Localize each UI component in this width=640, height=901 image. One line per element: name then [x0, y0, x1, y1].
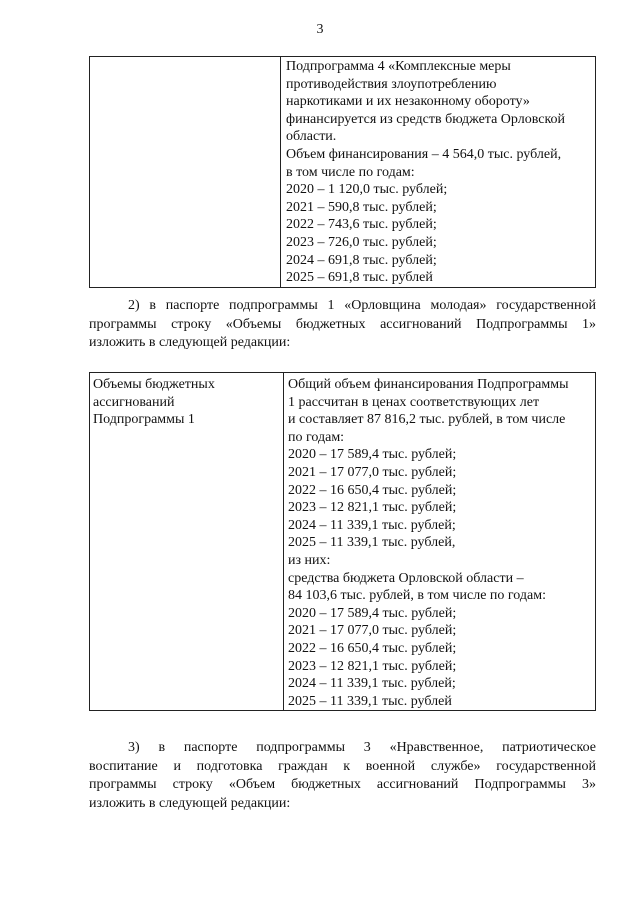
paragraph-2: [89, 297, 596, 353]
table1-right-cell: [281, 57, 596, 288]
text-line: противодействия злоупотреблению: [286, 76, 497, 92]
text-line: в том числе по годам:: [286, 164, 415, 180]
text-line: 2024 – 11 339,1 тыс. рублей;: [288, 676, 456, 692]
text-line: Подпрограмма 4 «Комплексные меры: [286, 59, 511, 74]
paragraph-3: [89, 739, 596, 813]
table2-right-cell: [284, 373, 596, 711]
text-line: 2021 – 17 077,0 тыс. рублей;: [288, 623, 457, 639]
text-line: 2021 – 590,8 тыс. рублей;: [286, 199, 437, 215]
text-line: средства бюджета Орловской области –: [288, 570, 524, 586]
text-line: области.: [286, 129, 337, 145]
text-line: 2022 – 16 650,4 тыс. рублей;: [288, 482, 457, 498]
text-line: и составляет 87 816,2 тыс. рублей, в том числе: [288, 412, 566, 428]
text-line: Объемы бюджетных: [93, 377, 215, 392]
text-line: Подпрограммы 1: [93, 412, 195, 428]
text-line: 84 103,6 тыс. рублей, в том числе по годам:: [288, 588, 546, 604]
table-subprogram-4-funding: [89, 56, 596, 288]
text-line: 2023 – 12 821,1 тыс. рублей;: [288, 658, 457, 674]
text-line: 2024 – 11 339,1 тыс. рублей;: [288, 517, 456, 533]
text-line: ассигнований: [93, 394, 175, 410]
text-line: 2025 – 11 339,1 тыс. рублей: [288, 693, 452, 709]
table1-left-cell: [90, 57, 281, 288]
text-line: из них:: [288, 552, 331, 568]
paragraph-line: 2) в паспорте подпрограммы 1 «Орловщина молодая» государственной: [128, 298, 596, 313]
text-line: 2020 – 17 589,4 тыс. рублей;: [288, 605, 457, 621]
paragraph-line: 3) в паспорте подпрограммы 3 «Нравственное, патриотическое: [128, 740, 596, 755]
text-line: 2020 – 1 120,0 тыс. рублей;: [286, 182, 448, 198]
table-subprogram-1-funding: [89, 372, 596, 711]
text-line: 2022 – 16 650,4 тыс. рублей;: [288, 640, 457, 656]
paragraph-line: воспитание и подготовка граждан к военной службе» государственной: [89, 758, 596, 774]
table2-left-cell: [90, 373, 284, 711]
text-line: 2023 – 726,0 тыс. рублей;: [286, 234, 437, 250]
paragraph-line: программы строку «Объем бюджетных ассигнований Подпрограммы 3»: [89, 777, 596, 792]
text-line: 2025 – 691,8 тыс. рублей: [286, 270, 433, 286]
text-line: финансируется из средств бюджета Орловской: [286, 111, 566, 127]
text-line: Объем финансирования – 4 564,0 тыс. рублей,: [286, 146, 562, 162]
paragraph-line: изложить в следующей редакции:: [89, 795, 291, 811]
text-line: 2020 – 17 589,4 тыс. рублей;: [288, 447, 457, 463]
text-line: 1 рассчитан в ценах соответствующих лет: [288, 394, 540, 410]
text-line: наркотиками и их незаконному обороту»: [286, 94, 530, 110]
page-number: 3: [316, 22, 324, 37]
text-line: по годам:: [288, 429, 345, 445]
text-line: 2025 – 11 339,1 тыс. рублей,: [288, 535, 456, 551]
text-line: Общий объем финансирования Подпрограммы: [288, 377, 569, 392]
text-line: 2024 – 691,8 тыс. рублей;: [286, 252, 437, 268]
text-line: 2022 – 743,6 тыс. рублей;: [286, 217, 437, 233]
text-line: 2021 – 17 077,0 тыс. рублей;: [288, 464, 457, 480]
paragraph-line: программы строку «Объемы бюджетных ассигнований Подпрограммы 1»: [89, 316, 596, 332]
text-line: 2023 – 12 821,1 тыс. рублей;: [288, 500, 457, 516]
paragraph-line: изложить в следующей редакции:: [89, 335, 291, 350]
